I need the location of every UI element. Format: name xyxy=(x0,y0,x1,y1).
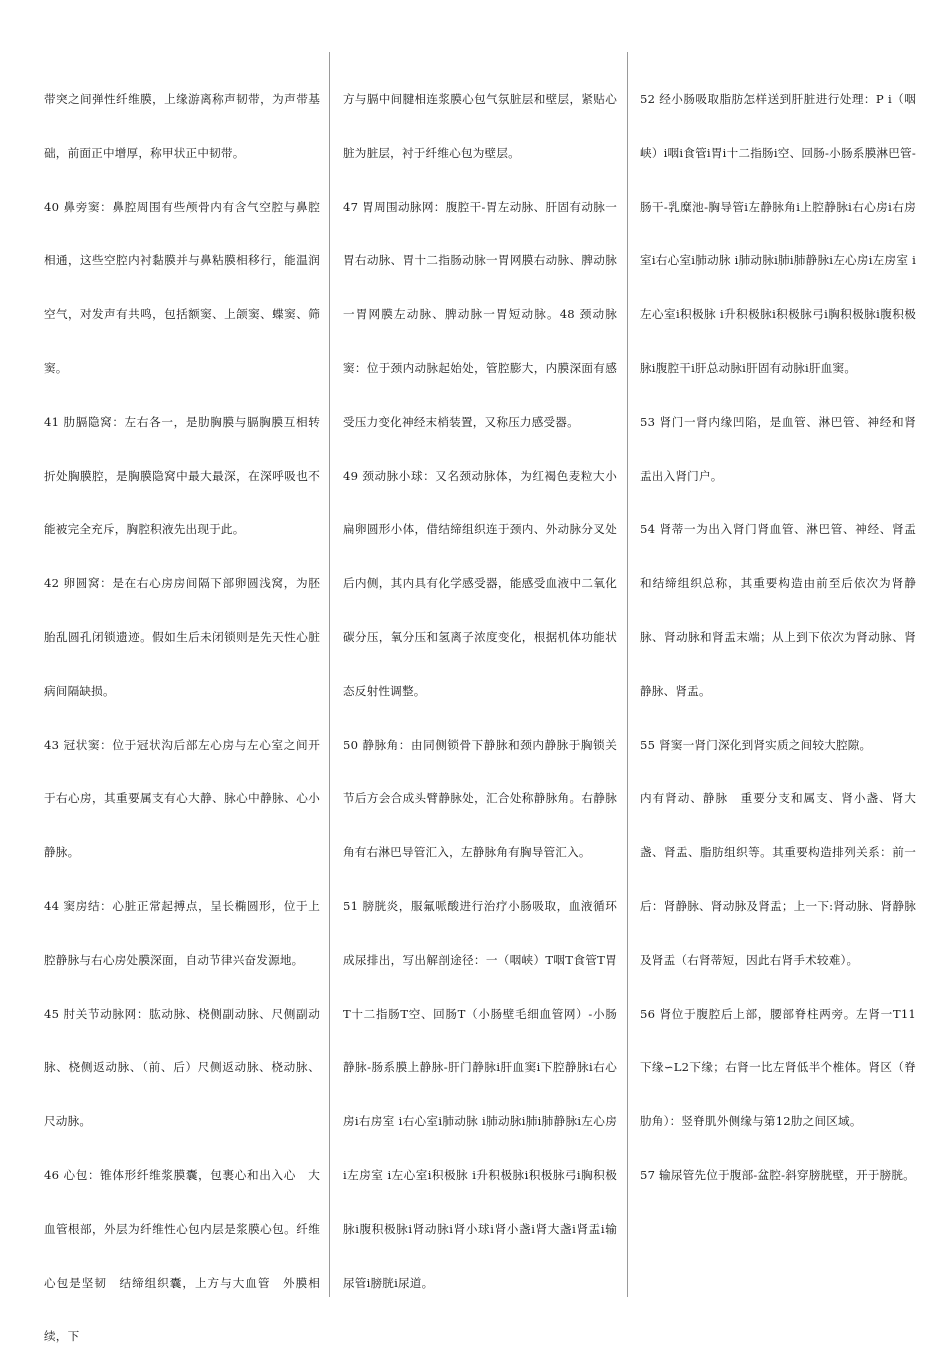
paragraph: 49 颈动脉小球：又名颈动脉体，为红褐色麦粒大小扁卵圆形小体，借结缔组织连于颈内、外动脉分叉处后内侧，其内具有化学感受器，能感受血液中二氧化碳分压，氧分压和氢离子浓度变化，根据机体功能状态反射性调整。 xyxy=(343,468,617,698)
paragraph: 内有肾动、静脉 重要分支和属支、肾小盏、肾大盏、肾盂、脂肪组织等。其重要构造排列关系：前一后：肾静脉、肾动脉及肾盂；上一下:肾动脉、肾静脉及肾盂（右肾蒂短，因此右肾手术较难）。 xyxy=(640,791,916,967)
paragraph: 56 肾位于腹腔后上部，腰部脊柱两旁。左肾一T11下缘∽L2下缘；右肾一比左肾低半个椎体。肾区（脊肋角）：竖脊肌外侧缘与第12肋之间区域。 xyxy=(640,1006,916,1129)
paragraph: 46 心包：锥体形纤维浆膜囊，包裹心和出入心 大血管根部，外层为纤维性心包内层是浆膜心包。纤维心包是坚韧 结缔组织囊，上方与大血管 外膜相续，下 xyxy=(44,1167,320,1344)
text-column-middle xyxy=(343,73,617,1310)
text-column-left xyxy=(44,73,320,1364)
paragraph: 45 肘关节动脉网：肱动脉、桡侧副动脉、尺侧副动脉、桡侧返动脉、（前、后）尺侧返动脉、桡动脉、尺动脉。 xyxy=(44,1006,320,1129)
column-divider xyxy=(329,52,330,1297)
paragraph: 42 卵圆窝：是在右心房房间隔下部卵圆浅窝，为胚胎乱圆孔闭锁遗迹。假如生后未闭锁则是先天性心脏病间隔缺损。 xyxy=(44,576,320,698)
paragraph: 57 输尿管先位于腹部-盆腔-斜穿膀胱壁，开于膀胱。 xyxy=(640,1167,915,1182)
paragraph: 带突之间弹性纤维膜，上缘游离称声韧带，为声带基础，前面正中增厚，称甲状正中韧带。 xyxy=(44,92,320,160)
paragraph: 55 肾窦一肾门深化到肾实质之间较大腔隙。 xyxy=(640,737,872,752)
paragraph: 40 鼻旁窦：鼻腔周围有些颅骨内有含气空腔与鼻腔相通，这些空腔内衬黏膜并与鼻粘膜相移行，能温润空气，对发声有共鸣，包括额窦、上颌窦、蝶窦、筛窦。 xyxy=(44,199,320,375)
paragraph: 54 肾蒂一为出入肾门肾血管、淋巴管、神经、肾盂和结缔组织总称，其重要构造由前至后依次为肾静脉、肾动脉和肾盂末端；从上到下依次为肾动脉、肾静脉、肾盂。 xyxy=(640,522,916,698)
paragraph: 50 静脉角：由同侧锁骨下静脉和颈内静脉于胸锁关节后方会合成头臂静脉处，汇合处称静脉角。右静脉角有右淋巴导管汇入，左静脉角有胸导管汇入。 xyxy=(343,737,617,860)
paragraph: 43 冠状窦：位于冠状沟后部左心房与左心室之间开于右心房，其重要属支有心大静、脉心中静脉、心小静脉。 xyxy=(44,737,320,860)
paragraph: 方与膈中间腱相连浆膜心包气氛脏层和壁层，紧贴心脏为脏层，衬于纤维心包为壁层。 xyxy=(343,92,617,160)
paragraph: 41 肋膈隐窝：左右各一，是肋胸膜与膈胸膜互相转折处胸膜腔，是胸膜隐窝中最大最深，在深呼吸也不能被完全充斥，胸腔积液先出现于此。 xyxy=(44,414,320,537)
paragraph: 44 窦房结：心脏正常起搏点，呈长椭圆形，位于上腔静脉与右心房处膜深面，自动节律兴奋发源地。 xyxy=(44,898,320,967)
text-column-right xyxy=(640,73,916,1203)
paragraph: 52 经小肠吸取脂肪怎样送到肝脏进行处理：P i（咽峡）i咽i食管i胃i十二指肠i空、回肠-小肠系膜淋巴管-肠干-乳糜池-胸导管i左静脉角i上腔静脉i右心房i右房室i右心室i肺动脉 i肺动脉i肺i肺静脉i左心房i左房室 i左心室i积极脉 i升积极脉i积极脉弓i胸积极脉i腹积极脉i腹腔干i肝总动脉i肝固有动脉i肝血窦。 xyxy=(640,92,916,375)
paragraph: 47 胃周围动脉网：腹腔干-胃左动脉、肝固有动脉一胃右动脉、胃十二指肠动脉一胃网膜右动脉、脾动脉一胃网膜左动脉、脾动脉一胃短动脉。48 颈动脉窦：位于颈内动脉起始处，管腔膨大，内膜深面有感受压力变化神经末梢装置，又称压力感受器。 xyxy=(343,199,617,429)
paragraph: 53 肾门一肾内缘凹陷，是血管、淋巴管、神经和肾盂出入肾门户。 xyxy=(640,414,916,483)
paragraph: 51 膀胱炎，服氟哌酸进行治疗小肠吸取，血液循环成尿排出，写出解剖途径：一（咽峡）T咽T食管T胃T十二指肠T空、回肠T（小肠壁毛细血管网）-小肠静脉-肠系膜上静脉-肝门静脉i肝血窦i下腔静脉i右心房i右房室 i右心室i肺动脉 i肺动脉i肺i肺静脉i左心房i左房室 i左心室i积极脉 i升积极脉i积极脉弓i胸积极脉i腹积极脉i肾动脉i肾小球i肾小盏i肾大盏i肾盂i输尿管i膀胱i尿道。 xyxy=(343,898,617,1290)
column-divider xyxy=(627,52,628,1297)
